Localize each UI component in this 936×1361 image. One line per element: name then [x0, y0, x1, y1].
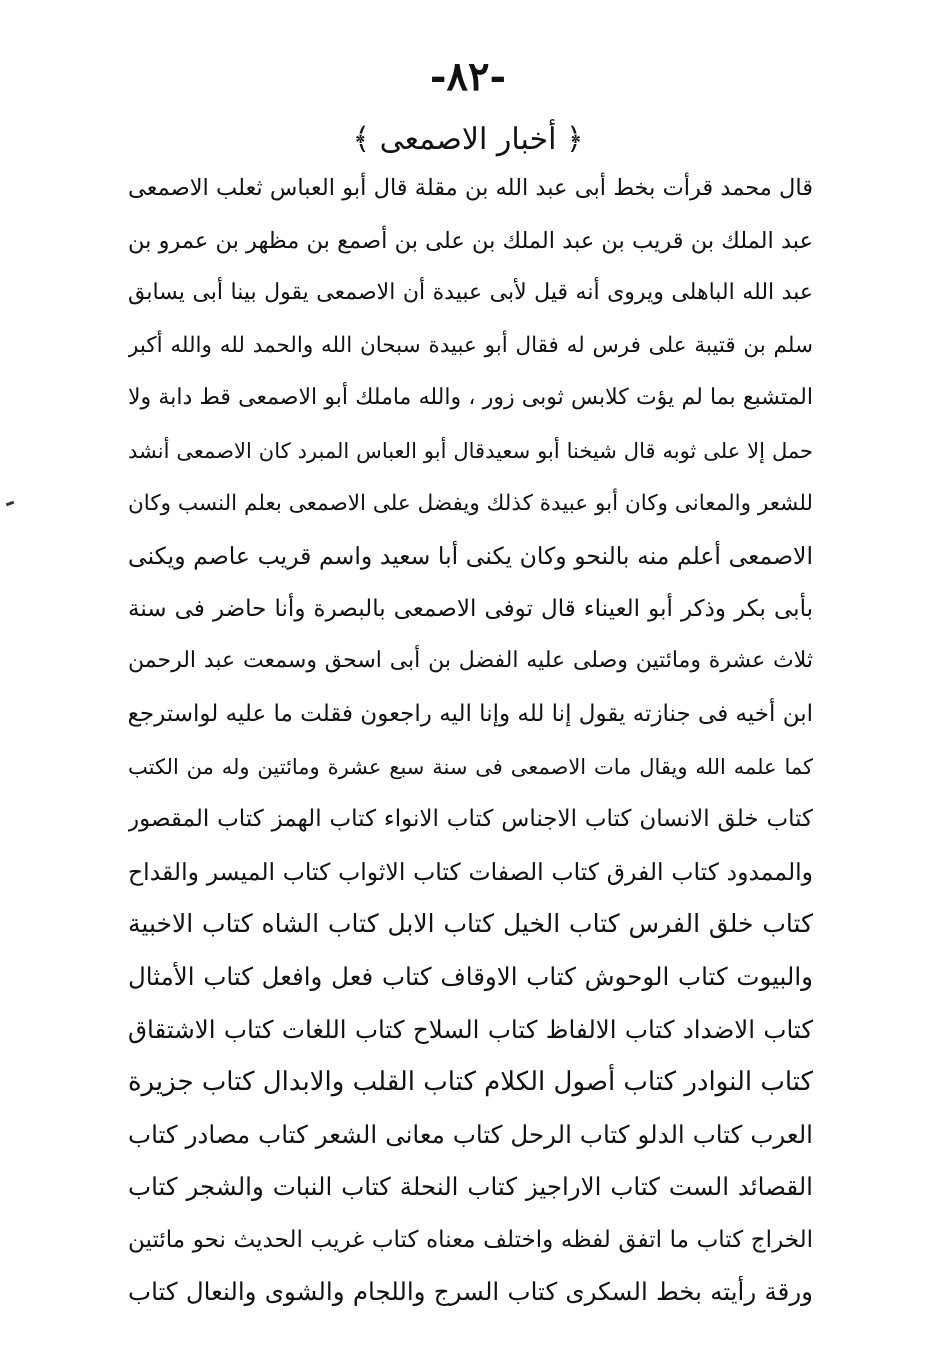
margin-mark [6, 501, 15, 507]
text-line: والممدود كتاب الفرق كتاب الصفات كتاب الاثواب كتاب الميسر والقداح [128, 857, 813, 886]
text-line: كتاب النوادر كتاب أصول الكلام كتاب القلب والابدال كتاب جزيرة [128, 1067, 813, 1098]
text-line: المتشبع بما لم يؤت كلابس ثوبى زور ، والله ماملك أبو الاصمعى قط دابة ولا [128, 385, 813, 411]
text-line: كتاب خلق الانسان كتاب الاجناس كتاب الانواء كتاب الهمز كتاب المقصور [128, 806, 813, 833]
text-line: سلم بن قتيبة على فرس له فقال أبو عبيدة سبحان الله والحمد لله والله أكبر [128, 332, 813, 358]
text-line: قال محمد قرأت بخط أبى عبد الله بن مقلة قال أبو العباس ثعلب الاصمعى [128, 175, 813, 201]
text-line: ثلاث عشرة ومائتين وصلى عليه الفضل بن أبى اسحق وسمعت عبد الرحمن [128, 648, 813, 674]
body-text [128, 162, 813, 1319]
text-line: بأبى بكر وذكر أبو العيناء قال توفى الاصمعى بالبصرة وأنا حاضر فى سنة [128, 595, 813, 622]
text-line: الخراج كتاب ما اتفق لفظه واختلف معناه كتاب غريب الحديث نحو مائتين [128, 1226, 813, 1253]
text-line: كتاب الاضداد كتاب الالفاظ كتاب السلاح كتاب اللغات كتاب الاشتقاق [128, 1014, 813, 1044]
text-line: العرب كتاب الدلو كتاب الرحل كتاب معانى الشعر كتاب مصادر كتاب [128, 1119, 813, 1149]
text-line: ورقة رأيته بخط السكرى كتاب السرج واللجام والشوى والنعال كتاب [128, 1277, 813, 1307]
text-line: عبد الملك بن قريب بن عبد الملك بن على بن أصمع بن مظهر بن عمرو بن [128, 227, 813, 254]
section-heading: ﴿ أخبار الاصمعى ﴾ [352, 122, 584, 157]
text-line: حمل إلا على ثوبه قال شيخنا أبو سعيدقال أبو العباس المبرد كان الاصمعى أنشد [128, 438, 813, 463]
page-number: -٨٢- [429, 53, 507, 100]
text-line: الاصمعى أعلم منه بالنحو وكان يكنى أبا سعيد واسم قريب عاصم ويكنى [128, 542, 813, 571]
text-line: كما علمه الله ويقال مات الاصمعى فى سنة سبع عشرة ومائتين وله من الكتب [128, 754, 813, 779]
text-line: للشعر والمعانى وكان أبو عبيدة كذلك ويفضل على الاصمعى بعلم النسب وكان [128, 490, 813, 516]
text-line: كتاب خلق الفرس كتاب الخيل كتاب الابل كتاب الشاه كتاب الاخبية [128, 909, 813, 939]
text-line: ابن أخيه فى جنازته يقول إنا لله وإنا اليه راجعون فقلت ما عليه لواسترجع [128, 700, 813, 727]
text-line: القصائد الست كتاب الاراجيز كتاب النحلة كتاب النبات والشجر كتاب [128, 1172, 813, 1202]
text-line: عبد الله الباهلى ويروى أنه قيل لأبى عبيدة أن الاصمعى يقول بينا أبى يسابق [128, 280, 813, 306]
text-line: والبيوت كتاب الوحوش كتاب الاوقاف كتاب فعل وافعل كتاب الأمثال [128, 961, 813, 991]
